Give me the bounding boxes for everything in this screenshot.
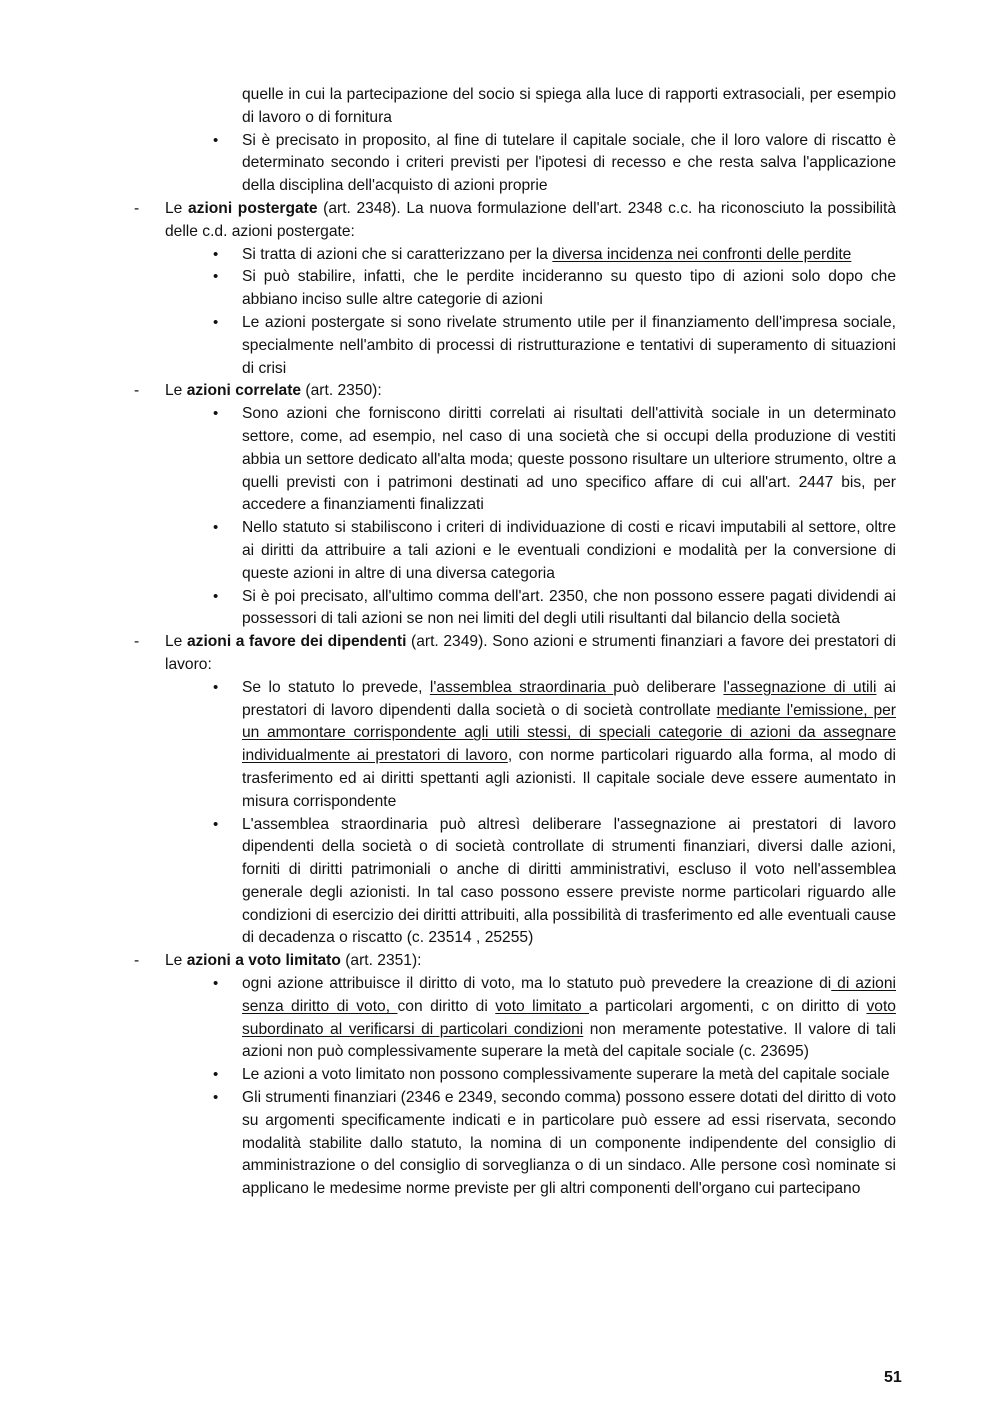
dash-marker: -: [134, 633, 140, 651]
bullet-item: [213, 517, 896, 585]
bullet-marker: •: [213, 975, 219, 993]
paragraph-text: Si tratta di azioni che si caratterizzano per la: [242, 245, 553, 263]
paragraph-text: può deliberare: [613, 678, 724, 696]
bullet-marker: •: [213, 678, 219, 696]
section-intro: (art. 2348). La nuova formulazione dell'art. 2348 c.c. ha riconosciuto la possibilità delle c.d. azioni postergate:: [165, 199, 896, 240]
dash-marker: -: [134, 199, 140, 217]
paragraph-text: Si è poi precisato, all'ultimo comma dell'art. 2350, che non possono essere pagati dividendi ai possessori di tali azioni se non nei limiti del degli utili risultanti dal bilancio della società: [242, 587, 896, 628]
paragraph-text: con diritto di: [397, 997, 496, 1015]
section-lead: Le: [165, 199, 188, 217]
bullet-item: [213, 244, 896, 267]
underlined-text: l'assemblea straordinaria: [429, 678, 614, 696]
paragraph-text: Si è precisato in proposito, al fine di tutelare il capitale sociale, che il loro valore di riscatto è determinato secondo i criteri previsti per l'ipotesi di recesso e che resta salva l'applicazione della disciplina dell'acquisto di azioni proprie: [242, 131, 896, 195]
paragraph-text: ai prestatori di lavoro dipendenti dalla società o di società controllate: [242, 678, 896, 719]
paragraph-text: , con norme particolari riguardo alla forma, al modo di trasferimento ed ai diritti spettanti agli azionisti. Il capitale sociale deve essere aumentato in misura corrispondente: [242, 747, 896, 810]
bullet-marker: •: [213, 268, 219, 286]
bullet-marker: •: [213, 1089, 219, 1107]
bullet-marker: •: [213, 313, 219, 331]
underlined-text: voto subordinato al verificarsi di particolari condizioni: [242, 997, 896, 1038]
section-intro: (art. 2351):: [340, 952, 422, 970]
bullet-item: [213, 130, 896, 198]
paragraph-text: Se lo statuto lo prevede,: [242, 678, 430, 696]
paragraph-text: ogni azione attribuisce il diritto di voto, ma lo statuto può prevedere la creazione di: [242, 975, 832, 993]
bullet-item: [213, 814, 896, 951]
paragraph-text: Gli strumenti finanziari (2346 e 2349, secondo comma) possono essere dotati del diritto di voto su argomenti specificamente indicati e in particolare può essere ad essi riservata, secondo modalità stabilite dallo statuto, la nomina di un componente indipendente del consiglio di amministrazione o del consiglio di sorveglianza o di un sindaco. Alle persone così nominate si applicano le medesime norme previste per gli altri componenti dell'organo cui partecipano: [242, 1089, 896, 1198]
underlined-text: l'assegnazione di utili: [723, 678, 877, 696]
bullet-marker: •: [213, 815, 219, 833]
bullet-item: [213, 1064, 896, 1087]
section-term: azioni a voto limitato: [186, 952, 341, 970]
section-intro: (art. 2349). Sono azioni e strumenti finanziari a favore dei prestatori di lavoro:: [165, 633, 897, 673]
section-term: azioni correlate: [186, 382, 302, 400]
dash-marker: -: [134, 382, 140, 400]
bullet-item: [213, 312, 896, 380]
bullet-item: [213, 403, 896, 517]
paragraph-text: L'assemblea straordinaria può altresì deliberare l'assegnazione ai prestatori di lavoro dipendenti della società o di società controllate di strumenti finanziari, diversi dalle azioni, forniti di diritti patrimoniali o anche di diritti amministrativi, escluso il voto nell'assemblea generale degli azionisti. In tal caso possono essere previste norme particolari riguardo alle condizioni di esercizio dei diritti attribuiti, alla possibilità di trasferimento ed alle eventuali cause di decadenza o riscatto (c. 23514 , 25255): [242, 815, 896, 947]
underlined-text: voto limitato: [495, 997, 590, 1015]
paragraph-text: Sono azioni che forniscono diritti correlati ai risultati dell'attività sociale in un determinato settore, come, ad esempio, nel caso di una società che si occupi della produzione di vestiti abbia un settore dedicato all'alta moda; queste possono risultare un ulteriore strumento, oltre a quelli previsti con i patrimoni destinati ad uno specifico affare di cui all'art. 2447 bis, per accedere a finanziamenti finalizzati: [242, 405, 896, 514]
bullet-item: [213, 586, 896, 632]
section-lead: Le: [165, 382, 187, 400]
bullet-marker: •: [213, 587, 219, 605]
section-azioni-correlate: [134, 380, 896, 403]
paragraph-text: Si può stabilire, infatti, che le perdite incideranno su questo tipo di azioni solo dopo che abbiano inciso sulle altre categorie di azioni: [242, 268, 896, 309]
section-term: azioni postergate: [187, 199, 318, 217]
underlined-text: di azioni senza diritto di voto,: [242, 975, 896, 1015]
bullet-item: [213, 677, 896, 814]
section-lead: Le: [165, 952, 187, 970]
underlined-text: diversa incidenza nei confronti delle perdite: [552, 245, 852, 263]
document-body: [0, 84, 1000, 1201]
bullet-item: [213, 1087, 896, 1201]
paragraph-text: non meramente potestative. Il valore di tali azioni non può complessivamente superare la metà del capitale sociale (c. 23695): [242, 1020, 896, 1061]
bullet-item: [213, 973, 896, 1064]
paragraph-text: Le azioni a voto limitato non possono complessivamente superare la metà del capitale sociale: [242, 1066, 890, 1084]
bullet-continuation: [242, 84, 896, 130]
section-azioni-voto-limitato: [134, 950, 896, 973]
bullet-item: [213, 266, 896, 312]
underlined-text: mediante l'emissione, per un ammontare corrispondente agli utili stessi, di speciali categorie di azioni da assegnare individualmente ai prestatori di lavoro: [242, 701, 896, 765]
bullet-marker: •: [213, 131, 219, 149]
paragraph-text: Nello statuto si stabiliscono i criteri di individuazione di costi e ricavi imputabili al settore, oltre ai diritti da attribuire a tali azioni e le eventuali condizioni e modalità per la conversione di queste azioni in altre di una diversa categoria: [242, 519, 896, 582]
paragraph-text: quelle in cui la partecipazione del socio si spiega alla luce di rapporti extrasociali, per esempio di lavoro o di fornitura: [242, 86, 896, 126]
section-azioni-postergate: [134, 198, 896, 244]
page-number: 51: [884, 1369, 902, 1386]
section-azioni-dipendenti: [134, 631, 897, 677]
section-term: azioni a favore dei dipendenti: [186, 633, 407, 651]
section-intro: (art. 2350):: [301, 382, 382, 400]
paragraph-text: Le azioni postergate si sono rivelate strumento utile per il finanziamento dell'impresa sociale, specialmente nell'ambito di processi di ristrutturazione e tentativi di superamento di situazioni di crisi: [242, 313, 896, 377]
bullet-marker: •: [213, 245, 219, 263]
bullet-marker: •: [213, 1066, 219, 1084]
bullet-marker: •: [213, 405, 219, 423]
dash-marker: -: [134, 952, 140, 970]
paragraph-text: a particolari argomenti, c on diritto di: [589, 997, 867, 1015]
section-lead: Le: [165, 633, 187, 651]
bullet-marker: •: [213, 519, 219, 537]
